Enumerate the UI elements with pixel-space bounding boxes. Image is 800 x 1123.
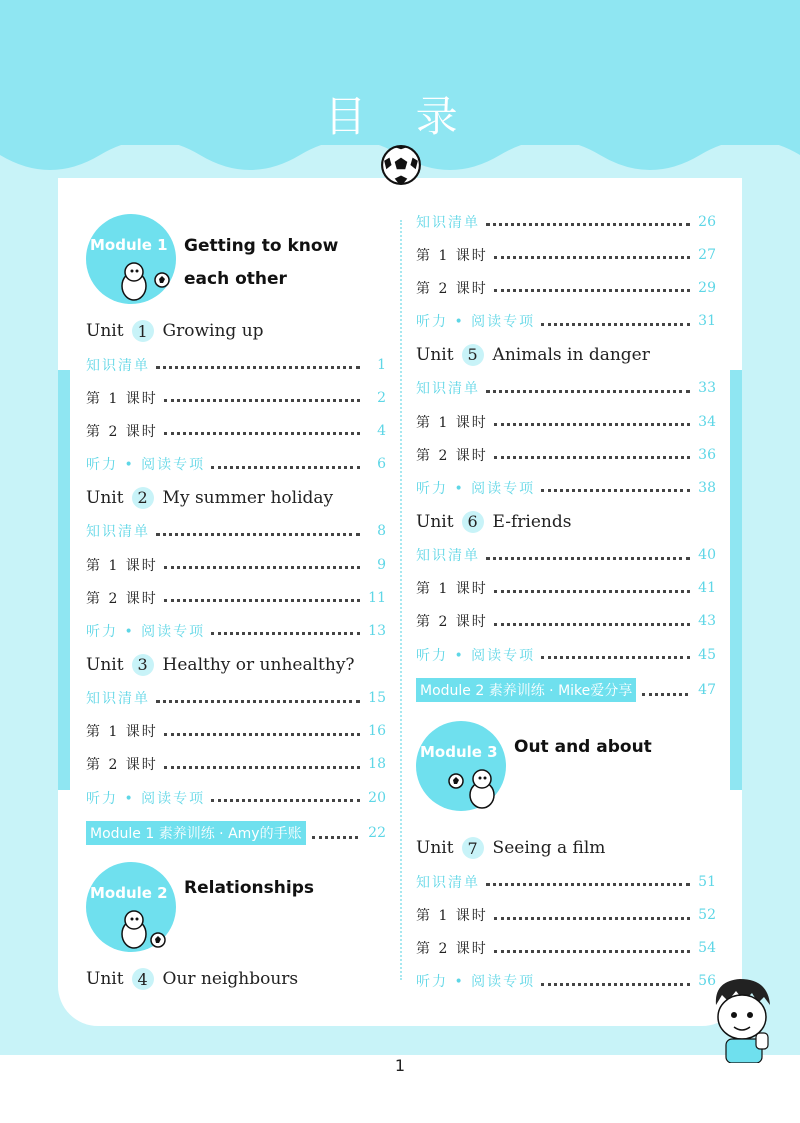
entry-label: 第 1 课时 [416, 247, 488, 264]
entry-label: 第 1 课时 [416, 908, 488, 925]
dinosaur-mascot-icon [446, 765, 502, 813]
dot-leader [494, 909, 690, 920]
unit-prefix: Unit [416, 511, 454, 532]
unit-heading[interactable] [86, 314, 386, 348]
dot-leader [486, 215, 690, 226]
page-number: 8 [377, 523, 386, 540]
page-number: 22 [368, 825, 386, 842]
entry-label: 知识清单 [416, 381, 480, 398]
unit-heading[interactable] [416, 338, 716, 372]
toc-entry[interactable] [86, 682, 386, 715]
dot-leader [494, 281, 690, 292]
page-title: 目 录 [324, 92, 476, 141]
dot-leader [164, 591, 360, 602]
page-number: 41 [698, 580, 716, 597]
toc-entry[interactable] [416, 865, 716, 898]
module-3-header [416, 717, 716, 817]
entry-label: 知识清单 [416, 214, 480, 231]
module-2-header [86, 858, 386, 958]
page-number: 16 [368, 723, 386, 740]
toc-entry[interactable] [86, 515, 386, 548]
toc-entry[interactable] [86, 748, 386, 781]
toc-entry[interactable] [86, 348, 386, 381]
page-number: 45 [698, 646, 716, 663]
page-number: 34 [698, 413, 716, 430]
entry-label: 第 2 课时 [86, 757, 158, 774]
module-label: Module 3 [420, 743, 498, 762]
unit-prefix: Unit [86, 969, 124, 990]
dot-leader [494, 942, 690, 953]
unit-prefix: Unit [416, 838, 454, 859]
unit-prefix: Unit [416, 344, 454, 365]
entry-label: 第 2 课时 [416, 941, 488, 958]
dot-leader [541, 481, 690, 492]
module-training-entry[interactable] [86, 814, 386, 852]
dinosaur-mascot-icon [114, 258, 170, 306]
toc-entry[interactable] [86, 581, 386, 614]
dot-leader [541, 975, 690, 986]
entry-label: 知识清单 [86, 691, 150, 708]
unit-heading[interactable] [416, 505, 716, 539]
page-number: 27 [698, 246, 716, 263]
page-number: 29 [698, 279, 716, 296]
page-number: 6 [377, 456, 386, 473]
column-divider [400, 220, 402, 980]
unit-heading[interactable] [86, 481, 386, 515]
unit-number: 7 [462, 837, 484, 859]
toc-entry[interactable] [416, 471, 716, 504]
unit-title: Animals in danger [492, 344, 650, 365]
unit-number: 5 [462, 344, 484, 366]
unit-heading[interactable] [86, 648, 386, 682]
toc-entry[interactable] [416, 238, 716, 271]
toc-entry[interactable] [416, 372, 716, 405]
entry-label: 知识清单 [86, 357, 150, 374]
dot-leader [486, 549, 690, 560]
module-label: Module 2 [90, 884, 168, 903]
entry-label: 听力 • 阅读专项 [416, 480, 536, 497]
toc-entry[interactable] [416, 605, 716, 638]
toc-entry[interactable] [86, 781, 386, 814]
page-number: 1 [377, 356, 386, 373]
dot-leader [211, 624, 360, 635]
entry-label: 第 1 课时 [416, 414, 488, 431]
dot-leader [541, 648, 690, 659]
unit-number: 1 [132, 320, 154, 342]
entry-label: 第 2 课时 [86, 590, 158, 607]
unit-title: My summer holiday [162, 487, 334, 508]
dot-leader [211, 791, 360, 802]
page-number: 4 [377, 422, 386, 439]
entry-label: 第 1 课时 [416, 581, 488, 598]
toc-entry[interactable] [416, 539, 716, 572]
entry-label: 第 2 课时 [416, 447, 488, 464]
dot-leader [494, 248, 690, 259]
page-number: 38 [698, 479, 716, 496]
dot-leader [642, 685, 688, 696]
toc-entry[interactable] [86, 448, 386, 481]
entry-label: 听力 • 阅读专项 [86, 457, 206, 474]
toc-entry[interactable] [416, 898, 716, 931]
dot-leader [164, 424, 360, 435]
module-1-header [86, 210, 386, 310]
toc-entry[interactable] [416, 271, 716, 304]
page-number: 47 [698, 682, 716, 699]
page-number: 36 [698, 446, 716, 463]
dot-leader [164, 758, 360, 769]
entry-label: 听力 • 阅读专项 [416, 314, 536, 331]
dot-leader [312, 828, 358, 839]
toc-entry[interactable] [86, 715, 386, 748]
side-strip [58, 370, 70, 790]
toc-entry[interactable] [416, 638, 716, 671]
entry-label: 第 1 课时 [86, 557, 158, 574]
page-number: 40 [698, 547, 716, 564]
unit-prefix: Unit [86, 321, 124, 341]
side-strip [730, 370, 742, 790]
page-number: 18 [368, 756, 386, 773]
page-number: 15 [368, 690, 386, 707]
entry-label: 听力 • 阅读专项 [416, 974, 536, 991]
unit-number: 2 [132, 487, 154, 509]
page-number: 54 [698, 940, 716, 957]
dot-leader [156, 525, 360, 536]
entry-label: 知识清单 [416, 874, 480, 891]
unit-prefix: Unit [86, 654, 124, 675]
training-label: Module 1 素养训练 · Amy的手账 [86, 821, 306, 845]
unit-number: 6 [462, 511, 484, 533]
left-column [86, 210, 386, 996]
page-number-footer: 1 [394, 1056, 406, 1075]
entry-label: 知识清单 [416, 548, 480, 565]
unit-prefix: Unit [86, 487, 124, 508]
toc-entry[interactable] [86, 414, 386, 447]
toc-entry[interactable] [416, 932, 716, 965]
unit-number: 4 [132, 968, 154, 990]
dot-leader [164, 391, 360, 402]
dot-leader [486, 382, 690, 393]
page-number: 20 [368, 789, 386, 806]
entry-label: 第 2 课时 [416, 280, 488, 297]
toc-entry[interactable] [416, 405, 716, 438]
dot-leader [494, 448, 690, 459]
unit-title: Our neighbours [162, 969, 299, 990]
page-number: 33 [698, 380, 716, 397]
module-label: Module 1 [90, 236, 168, 254]
page-number: 9 [377, 556, 386, 573]
toc-entry[interactable] [416, 572, 716, 605]
entry-label: 知识清单 [86, 524, 150, 541]
module-title: Out and about [514, 737, 652, 758]
training-label: Module 2 素养训练 · Mike爱分享 [416, 678, 636, 702]
entry-label: 听力 • 阅读专项 [416, 647, 536, 664]
unit-title: Growing up [162, 321, 264, 341]
page-number: 11 [368, 589, 386, 606]
dot-leader [164, 558, 360, 569]
unit-number: 3 [132, 654, 154, 676]
right-column [416, 205, 716, 998]
module-training-entry[interactable] [416, 671, 716, 709]
page-number: 13 [368, 622, 386, 639]
toc-entry[interactable] [86, 381, 386, 414]
module-title: Relationships [184, 878, 314, 899]
dot-leader [164, 725, 360, 736]
toc-entry[interactable] [416, 205, 716, 238]
toc-entry[interactable] [416, 438, 716, 471]
entry-label: 第 1 课时 [86, 724, 158, 741]
page-number: 51 [698, 873, 716, 890]
unit-title: E-friends [492, 511, 572, 532]
page-number: 31 [698, 313, 716, 330]
page-number: 52 [698, 907, 716, 924]
entry-label: 听力 • 阅读专项 [86, 790, 206, 807]
page-number: 56 [698, 973, 716, 990]
page-number: 43 [698, 613, 716, 630]
dot-leader [486, 875, 690, 886]
soccer-ball-icon [380, 144, 422, 186]
toc-entry[interactable] [86, 614, 386, 647]
entry-label: 第 1 课时 [86, 390, 158, 407]
entry-label: 听力 • 阅读专项 [86, 623, 206, 640]
entry-label: 第 2 课时 [86, 423, 158, 440]
toc-entry[interactable] [416, 305, 716, 338]
dot-leader [211, 458, 360, 469]
module-title: Getting to know each other [184, 236, 339, 289]
entry-label: 第 2 课时 [416, 614, 488, 631]
dot-leader [494, 615, 690, 626]
unit-heading[interactable] [416, 831, 716, 865]
page-number: 26 [698, 213, 716, 230]
dot-leader [156, 358, 360, 369]
toc-entry[interactable] [86, 548, 386, 581]
page-number: 2 [377, 389, 386, 406]
dot-leader [156, 692, 360, 703]
toc-entry[interactable] [416, 965, 716, 998]
dinosaur-mascot-icon [114, 906, 170, 954]
dot-leader [541, 315, 690, 326]
unit-title: Healthy or unhealthy? [162, 654, 355, 675]
dot-leader [494, 415, 690, 426]
boy-thumbs-up-icon [706, 975, 778, 1063]
unit-title: Seeing a film [492, 838, 606, 859]
dot-leader [494, 582, 690, 593]
unit-heading[interactable] [86, 962, 386, 996]
